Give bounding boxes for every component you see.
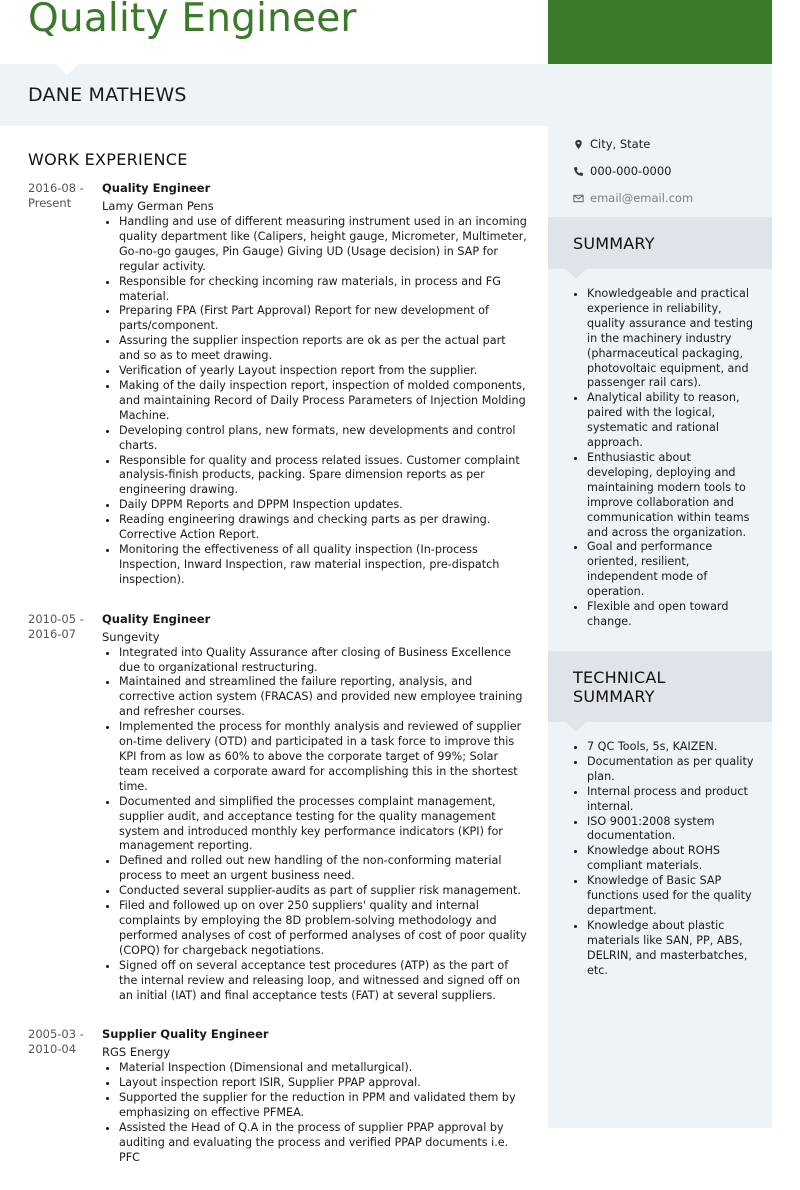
- job-bullet: • Defined and rolled out new handling of the non-conforming material process to meet an urgent business need.: [119, 854, 528, 884]
- job-bullet: • Documented and simplified the processes complaint management, supplier audit, and acceptance testing for the quality management system and introduced monthly key performance indicators (KPI) for management reporting.: [119, 795, 528, 855]
- phone-icon: [573, 166, 584, 177]
- technical-item: • Documentation as per quality plan.: [587, 755, 755, 785]
- job-bullet: • Integrated into Quality Assurance after closing of Business Excellence due to organizational restructuring.: [119, 646, 528, 676]
- job-bullet: • Filed and followed up on over 250 suppliers' quality and internal complaints by employing the 8D problem-solving methodology and performed analyses of cost of performed analyses of cost of poor quality (COPQ) for chargeback negotiations.: [119, 899, 528, 959]
- job-company: RGS Energy: [102, 1045, 171, 1060]
- header-accent-bar: [548, 0, 772, 64]
- job-company: Sungevity: [102, 629, 160, 644]
- technical-summary-list: [573, 740, 755, 979]
- job-dates: [28, 181, 102, 588]
- summary-item: • Enthusiastic about developing, deploying and maintaining modern tools to improve collaboration and communication within teams and across the organization.: [587, 451, 755, 540]
- contact-email[interactable]: [573, 191, 763, 205]
- job-date-start: 2016-08 -: [28, 181, 84, 195]
- job-title: Supplier Quality Engineer: [102, 1027, 269, 1042]
- work-experience-heading: WORK EXPERIENCE: [28, 150, 188, 169]
- contact-location: [573, 137, 763, 151]
- job-date-end: Present: [28, 196, 72, 210]
- technical-item: • ISO 9001:2008 system documentation.: [587, 815, 755, 845]
- job-bullet: • Assisted the Head of Q.A in the process of supplier PPAP approval by auditing and evaluating the process and verified PPAP documents i.e. PFC: [119, 1121, 528, 1166]
- resume-title: Quality Engineer: [28, 0, 357, 41]
- location-pin-icon: [573, 139, 584, 150]
- job-entry: [28, 1027, 528, 1165]
- summary-notch: [566, 269, 586, 279]
- job-title: Quality Engineer: [102, 181, 211, 195]
- job-date-start: 2010-05 -: [28, 611, 84, 626]
- job-bullet: • Supported the supplier for the reduction in PPM and validated them by emphasizing on effective PFMEA.: [119, 1091, 528, 1121]
- job-bullets: [102, 646, 528, 1004]
- job-details: [102, 1027, 528, 1165]
- job-bullet: • Signed off on several acceptance test procedures (ATP) as the part of the internal review and releasing loop, and witnessed and signed off on an initial (IAT) and final acceptance tests (FAT) at several suppliers.: [119, 959, 528, 1004]
- job-bullets: [102, 1061, 528, 1165]
- job-bullets: [102, 215, 528, 588]
- job-bullet: • Material Inspection (Dimensional and metallurgical).: [119, 1061, 528, 1076]
- technical-summary-notch: [566, 722, 586, 732]
- summary-item: • Goal and performance oriented, resilient, independent mode of operation.: [587, 540, 755, 600]
- email-icon: [573, 193, 584, 204]
- job-bullet: • Monitoring the effectiveness of all quality inspection (In-process Inspection, Inward Inspection, raw material inspection, pre-dispatch inspection).: [119, 543, 528, 588]
- summary-header: [548, 217, 772, 269]
- job-bullet: • Implemented the process for monthly analysis and reviewed of supplier on-time delivery (OTD) and participated in a task force to improve this KPI from as low as 60% to above the corporate target of 99%; Solar team received a corporate award for accomplishing this in the shortest time.: [119, 720, 528, 795]
- job-company: Lamy German Pens: [102, 199, 214, 213]
- job-bullet: • Assuring the supplier inspection reports are ok as per the actual part and so as to meet drawing.: [119, 334, 528, 364]
- summary-item: • Knowledgeable and practical experience in reliability, quality assurance and testing in the machinery industry (pharmaceutical packaging, photovoltaic equipment, and passenger rail cars).: [587, 287, 755, 391]
- job-bullet: • Maintained and streamlined the failure reporting, analysis, and corrective action system (FRACAS) and provided new employee training and refresher courses.: [119, 675, 528, 720]
- job-bullet: • Responsible for quality and process related issues. Customer complaint analysis-finish products, packing. Spare dimension reports as per engineering drawing.: [119, 454, 528, 499]
- job-entry: [28, 612, 528, 1004]
- technical-summary-header: [548, 651, 772, 722]
- summary-list: [573, 287, 755, 630]
- technical-item: • 7 QC Tools, 5s, KAIZEN.: [587, 740, 755, 755]
- technical-item: • Knowledge of Basic SAP functions used for the quality department.: [587, 874, 755, 919]
- job-dates: [28, 612, 102, 1004]
- summary-item: • Analytical ability to reason, paired with the logical, systematic and rational approach.: [587, 391, 755, 451]
- work-experience-section: [28, 150, 528, 1190]
- job-bullet: • Reading engineering drawings and checking parts as per drawing. Corrective Action Report.: [119, 513, 528, 543]
- job-date-start: 2005-03 -: [28, 1027, 84, 1042]
- candidate-name: DANE MATHEWS: [28, 84, 187, 106]
- job-bullet: • Preparing FPA (First Part Approval) Report for new development of parts/component.: [119, 304, 528, 334]
- job-date-end: 2016-07: [28, 626, 77, 641]
- technical-summary-heading: [548, 651, 772, 706]
- job-title: Quality Engineer: [102, 611, 211, 626]
- job-bullet: • Verification of yearly Layout inspection report from the supplier.: [119, 364, 528, 379]
- technical-item: • Internal process and product internal.: [587, 785, 755, 815]
- job-bullet: • Handling and use of different measuring instrument used in an incoming quality department like (Calipers, height gauge, Micrometer, Multimeter, Go-no-go gauges, Pin Gauge) Giving UD (Usage decision) in SAP for regular activity.: [119, 215, 528, 275]
- summary-item: • Flexible and open toward change.: [587, 600, 755, 630]
- job-bullet: • Making of the daily inspection report, inspection of molded components, and maintaining Record of Daily Process Parameters of Injection Molding Machine.: [119, 379, 528, 424]
- job-bullet: • Conducted several supplier-audits as part of supplier risk management.: [119, 884, 528, 899]
- phone-text: 000-000-0000: [590, 164, 672, 178]
- technical-heading-line2: SUMMARY: [573, 687, 655, 706]
- job-bullet: • Daily DPPM Reports and DPPM Inspection updates.: [119, 498, 528, 513]
- contact-phone: [573, 164, 763, 178]
- job-entry: [28, 181, 528, 588]
- job-bullet: • Developing control plans, new formats, new developments and control charts.: [119, 424, 528, 454]
- job-bullet: • Layout inspection report ISIR, Supplier PPAP approval.: [119, 1076, 528, 1091]
- job-details: [102, 612, 528, 1004]
- job-bullet: • Responsible for checking incoming raw materials, in process and FG material.: [119, 275, 528, 305]
- job-date-end: 2010-04: [28, 1042, 77, 1057]
- technical-heading-line1: TECHNICAL: [573, 668, 666, 687]
- technical-item: • Knowledge about plastic materials like SAN, PP, ABS, DELRIN, and masterbatches, etc.: [587, 919, 755, 979]
- location-text: City, State: [590, 137, 651, 151]
- job-details: [102, 181, 528, 588]
- name-notch: [56, 64, 78, 75]
- job-dates: [28, 1027, 102, 1165]
- email-link[interactable]: email@email.com: [590, 191, 694, 205]
- technical-item: • Knowledge about ROHS compliant materials.: [587, 844, 755, 874]
- summary-heading: SUMMARY: [573, 234, 655, 253]
